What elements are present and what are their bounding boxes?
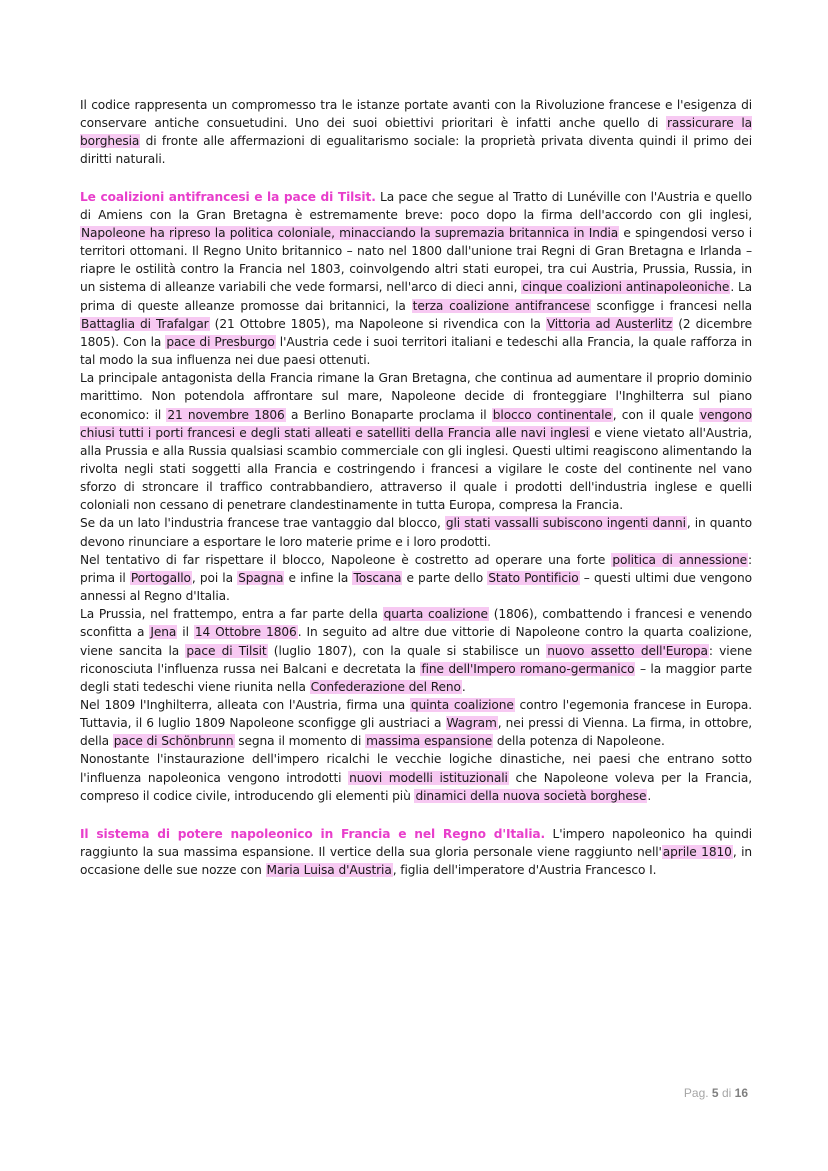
- paragraph-vassalli: Se da un lato l'industria francese trae vantaggio dal blocco, gli stati vassalli subiscono ingenti danni, in quanto devono rinunciare a esportare le loro materie prime e i loro prodotti.: [80, 516, 752, 549]
- paragraph-modelli-istituzionali: Nonostante l'instaurazione dell'impero ricalchi le vecchie logiche dinastiche, nei paesi che entrano sotto l'influenza napoleonica vengono introdotti nuovi modelli istituzionali che Napoleone voleva per la Francia, compreso il codice civile, introducendo gli elementi più dinamici della nuova società borghese.: [80, 752, 752, 803]
- highlight: Wagram: [446, 716, 497, 731]
- highlight: terza coalizione antifrancese: [412, 298, 590, 313]
- highlight: blocco continentale: [492, 407, 612, 422]
- highlight: 21 novembre 1806: [167, 407, 285, 422]
- highlight: massima espansione: [366, 734, 493, 749]
- highlight: politica di annessione: [612, 552, 747, 567]
- highlight: rassicurare la borghesia: [80, 116, 752, 149]
- section-heading: Il sistema di potere napoleonico in Francia e nel Regno d'Italia.: [80, 826, 546, 841]
- paragraph-blocco: La principale antagonista della Francia rimane la Gran Bretagna, che continua ad aumentare il proprio dominio marittimo. Non potendola affrontare sul mare, Napoleone decide di fronteggiare l'Inghilterra sul piano economico: il 21 novembre 1806 a Berlino Bonaparte proclama il blocco continentale, con il quale vengono chiusi tutti i porti francesi e degli stati alleati e satelliti della Francia alle navi inglesi e viene vietato all'Austria, alla Prussia e alla Russia qualsiasi scambio commerciale con gli inglesi. Questi ultimi reagiscono alimentando la rivolta negli stati soggetti alla Francia e costringendo i francesi a vigilare le coste del continente nel vano sforzo di stroncare il traffico contrabbandiero, attraverso il quale i prodotti dell'industria inglese e quelli coloniali non cessano di penetrare clandestinamente in tutta Europa, compresa la Francia.: [80, 371, 753, 513]
- highlight: aprile 1810: [662, 845, 732, 860]
- highlight: Maria Luisa d'Austria: [266, 863, 392, 878]
- section-heading: Le coalizioni antifrancesi e la pace di Tilsit.: [80, 189, 376, 204]
- highlight: nuovi modelli istituzionali: [349, 770, 508, 785]
- highlight: Napoleone ha ripreso la politica coloniale, minacciando la supremazia britannica in India: [81, 225, 619, 240]
- highlight: pace di Presburgo: [166, 334, 275, 349]
- highlight: dinamici della nuova società borghese: [415, 788, 647, 803]
- paragraph-codice: Il codice rappresenta un compromesso tra le istanze portate avanti con la Rivoluzione francese e l'esigenza di conservare antiche consuetudini. Uno dei suoi obiettivi prioritari è infatti anche quello di rassicurare la borghesia di fronte alle affermazioni di egualitarismo sociale: la proprietà privata diventa quindi il primo dei diritti naturali.: [80, 98, 752, 167]
- highlight: Vittoria ad Austerlitz: [546, 316, 673, 331]
- paragraph-coalizioni: Le coalizioni antifrancesi e la pace di Tilsit. La pace che segue al Tratto di Lunéville con l'Austria e quello di Amiens con la Gran Bretagna è estremamente breve: poco dopo la firma dell'accordo con gli inglesi, Napoleone ha ripreso la politica coloniale, minacciando la supremazia britannica in India e spingendosi verso i territori ottomani. Il Regno Unito britannico – nato nel 1800 dall'unione trai Regni di Gran Bretagna e Irlanda – riapre le ostilità contro la Francia nel 1803, coinvolgendo altri stati europei, tra cui Austria, Prussia, Russia, in un sistema di alleanze variabili che vede formarsi, nell'arco di dieci anni, cinque coalizioni antinapoleoniche. La prima di queste alleanze promosse dai britannici, la terza coalizione antifrancese sconfigge i francesi nella Battaglia di Trafalgar (21 Ottobre 1805), ma Napoleone si rivendica con la Vittoria ad Austerlitz (2 dicembre 1805). Con la pace di Presburgo l'Austria cede i suoi territori italiani e tedeschi alla Francia, la quale rafforza in tal modo la sua influenza nei due paesi ottenuti.: [80, 189, 753, 368]
- highlight: nuovo assetto dell'Europa: [547, 643, 708, 658]
- highlight: vengono chiusi tutti i porti francesi e degli stati alleati e satelliti della Francia alle navi inglesi: [80, 407, 753, 440]
- highlight: pace di Tilsit: [186, 643, 267, 658]
- highlight: Stato Pontificio: [488, 570, 579, 585]
- highlight: Jena: [150, 625, 177, 640]
- highlight: Portogallo: [130, 570, 191, 585]
- paragraph-prussia: La Prussia, nel frattempo, entra a far parte della quarta coalizione (1806), combattendo i francesi e venendo sconfitta a Jena il 14 Ottobre 1806. In seguito ad altre due vittorie di Napoleone contro la quarta coalizione, viene sancita la pace di Tilsit (luglio 1807), con la quale si stabilisce un nuovo assetto dell'Europa: viene riconosciuta l'influenza russa nei Balcani e decretata la fine dell'Impero romano-germanico – la maggior parte degli stati tedeschi viene riunita nella Confederazione del Reno.: [80, 607, 753, 694]
- current-page: 5: [711, 1086, 719, 1100]
- paragraph-quinta-coalizione: Nel 1809 l'Inghilterra, alleata con l'Austria, firma una quinta coalizione contro l'egemonia francese in Europa. Tuttavia, il 6 luglio 1809 Napoleone sconfigge gli austriaci a Wagram, nei pressi di Vienna. La firma, in ottobre, della pace di Schönbrunn segna il momento di massima espansione della potenza di Napoleone.: [80, 698, 752, 749]
- page-number: Pag. 5 di 16: [683, 1086, 748, 1100]
- highlight: quinta coalizione: [410, 698, 514, 712]
- highlight: quarta coalizione: [383, 607, 488, 622]
- highlight: Toscana: [353, 570, 402, 585]
- highlight: 14 Ottobre 1806: [194, 625, 297, 640]
- highlight: fine dell'Impero romano-germanico: [421, 661, 635, 676]
- highlight: gli stati vassalli subiscono ingenti danni: [445, 516, 686, 531]
- paragraph-sistema-potere: Il sistema di potere napoleonico in Francia e nel Regno d'Italia. L'impero napoleonico ha quindi raggiunto la sua massima espansione. Il vertice della sua gloria personale viene raggiunto nell'aprile 1810, in occasione delle sue nozze con Maria Luisa d'Austria, figlia dell'imperatore d'Austria Francesco I.: [80, 826, 752, 878]
- highlight: cinque coalizioni antinapoleoniche: [522, 280, 730, 295]
- highlight: pace di Schönbrunn: [113, 734, 234, 749]
- highlight: Spagna: [238, 570, 284, 585]
- highlight: Confederazione del Reno: [310, 679, 461, 694]
- paragraph-annessione: Nel tentativo di far rispettare il blocco, Napoleone è costretto ad operare una forte politica di annessione: prima il Portogallo, poi la Spagna e infine la Toscana e parte dello Stato Pontificio – questi ultimi due vengono annessi al Regno d'Italia.: [80, 552, 753, 604]
- total-pages: 16: [734, 1086, 748, 1100]
- highlight: Battaglia di Trafalgar: [81, 316, 209, 331]
- document-body: [80, 96, 752, 879]
